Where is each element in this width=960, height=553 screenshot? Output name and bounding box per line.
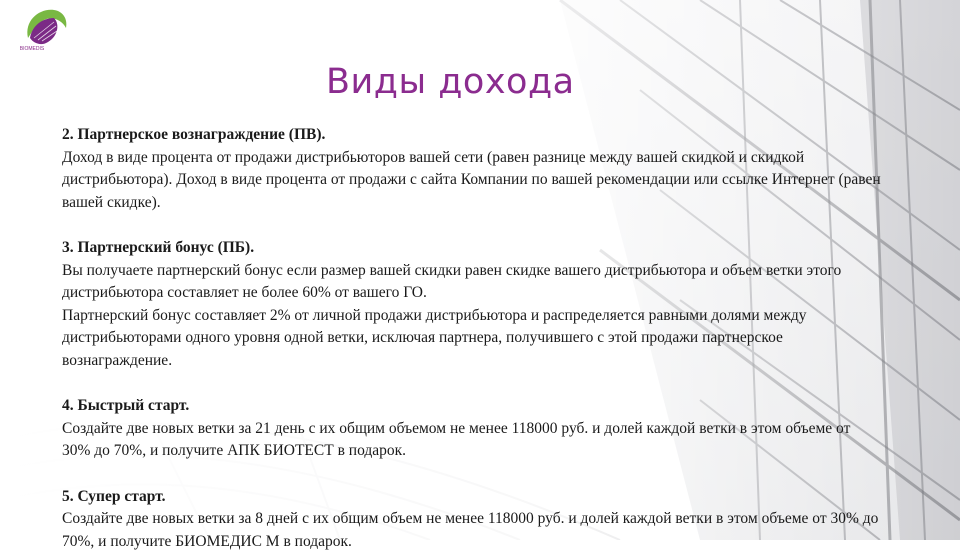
- logo-text: BIOMEDIS: [14, 46, 50, 52]
- leaf-logo-icon: [14, 4, 74, 64]
- section-partner-bonus: [62, 237, 882, 373]
- content-body: [62, 124, 882, 553]
- section-paragraph: Вы получаете партнерский бонус если размер вашей скидки равен скидке вашего дистрибьютора и объем ветки этого дистрибьютора составляет не более 60% от вашего ГО.: [62, 260, 882, 305]
- section-heading: 4. Быстрый старт.: [62, 395, 882, 418]
- section-super-start: [62, 486, 882, 553]
- section-quick-start: [62, 395, 882, 463]
- section-heading: 3. Партнерский бонус (ПБ).: [62, 237, 882, 260]
- section-paragraph: Доход в виде процента от продажи дистрибьюторов вашей сети (равен разнице между вашей скидкой и скидкой дистрибьютора). Доход в виде процента от продажи с сайта Компании по вашей рекомендации или ссылке Интернет (равен вашей скидке).: [62, 147, 882, 215]
- section-paragraph: Создайте две новых ветки за 21 день с их общим объемом не менее 118000 руб. и долей каждой ветки в этом объеме от 30% до 70%, и получите АПК БИОТЕСТ в подарок.: [62, 418, 882, 463]
- section-partner-reward: [62, 124, 882, 214]
- section-heading: 2. Партнерское вознаграждение (ПВ).: [62, 124, 882, 147]
- section-paragraph: Партнерский бонус составляет 2% от личной продажи дистрибьютора и распределяется равными долями между дистрибьюторами одного уровня одной ветки, исключая партнера, получившего с этой продажи партнерское вознаграждение.: [62, 305, 882, 373]
- page-title: Виды дохода: [326, 62, 575, 102]
- section-paragraph: Создайте две новых ветки за 8 дней с их общим объем не менее 118000 руб. и долей каждой ветки в этом объеме от 30% до 70%, и получите БИОМЕДИС М в подарок.: [62, 508, 882, 553]
- section-heading: 5. Супер старт.: [62, 486, 882, 509]
